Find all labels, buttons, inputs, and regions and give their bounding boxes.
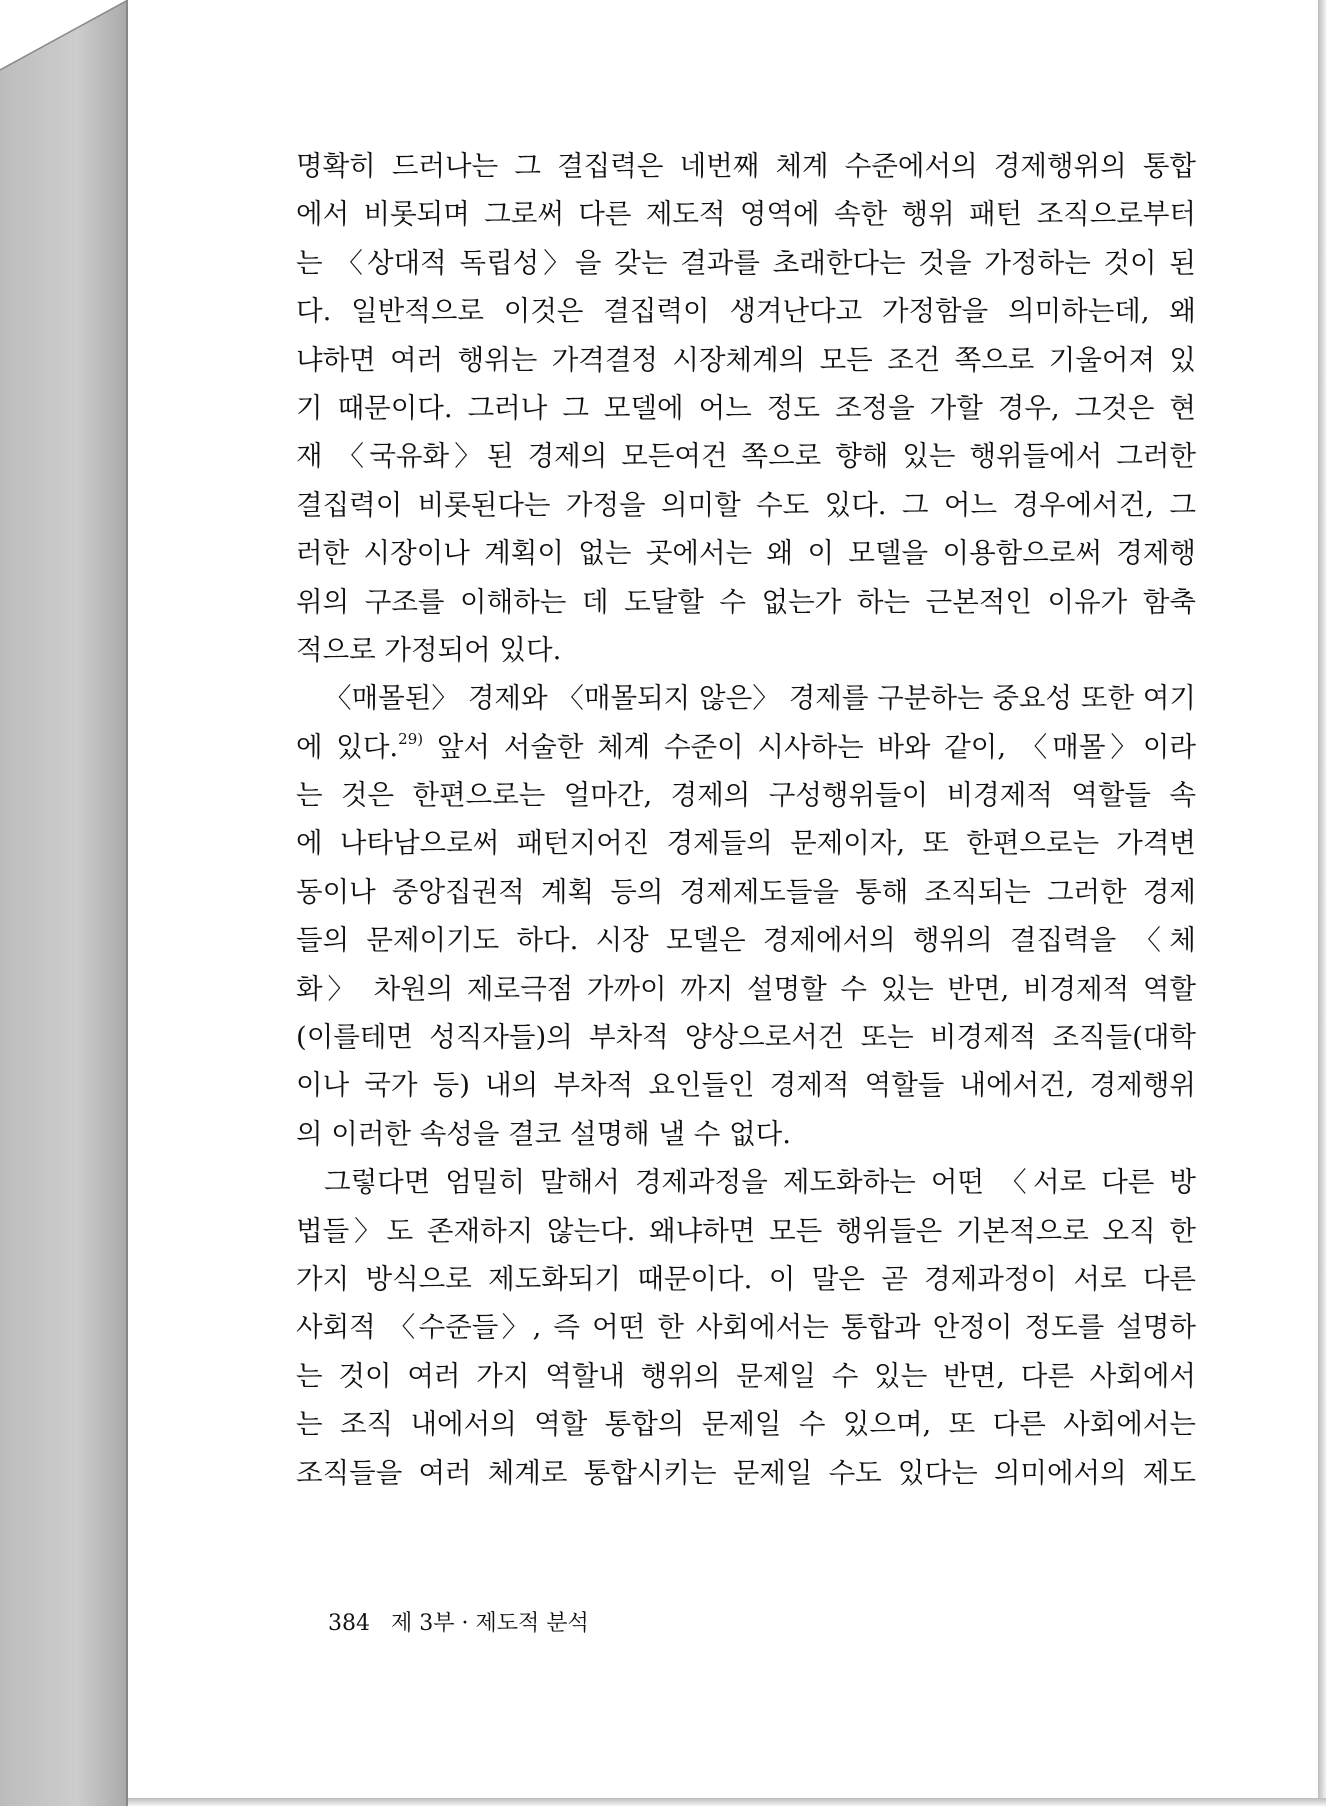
- page-edge-bottom: [128, 1798, 1326, 1806]
- page-edge-right: [1318, 0, 1326, 1806]
- text-line: 조직들을 여러 체계로 통합시키는 문제일 수도 있다는 의미에서의 제도: [296, 1456, 1196, 1489]
- text-line: 명확히 드러나는 그 결집력은 네번째 체계 수준에서의 경제행위의 통합: [296, 150, 1196, 182]
- text-line: 그렇다면 엄밀히 말해서 경제과정을 제도화하는 어떤 〈서로 다른 방: [324, 1166, 1196, 1199]
- text-segment: 에 있다.: [296, 730, 399, 763]
- text-line: (이를테면 성직자들)의 부차적 양상으로서건 또는 비경제적 조직들(대학: [296, 1021, 1196, 1054]
- text-line: 재 〈국유화〉된 경제의 모든여건 쪽으로 향해 있는 행위들에서 그러한: [296, 440, 1196, 473]
- text-line: 〈매몰된〉 경제와 〈매몰되지 않은〉 경제를 구분하는 중요성 또한 여기: [324, 682, 1196, 715]
- text-line: 는 〈상대적 독립성〉을 갖는 결과를 초래한다는 것을 가정하는 것이 된: [296, 246, 1196, 279]
- page-footer: [328, 1606, 589, 1637]
- footnote-ref: 29): [398, 729, 424, 748]
- text-segment: 앞서 서술한 체계 수준이 시사하는 바와 같이, 〈매몰〉이라: [423, 730, 1196, 763]
- text-line: 는 것은 한편으로는 얼마간, 경제의 구성행위들이 비경제적 역할들 속: [296, 779, 1196, 812]
- text-line: 는 것이 여러 가지 역할내 행위의 문제일 수 있는 반면, 다른 사회에서: [296, 1359, 1196, 1392]
- text-line: 동이나 중앙집권적 계획 등의 경제제도들을 통해 조직되는 그러한 경제: [296, 875, 1196, 908]
- text-line: 사회적 〈수준들〉, 즉 어떤 한 사회에서는 통합과 안정이 정도를 설명하: [296, 1311, 1196, 1344]
- page-number: 384: [328, 1611, 370, 1636]
- text-line: 에 나타남으로써 패턴지어진 경제들의 문제이자, 또 한편으로는 가격변: [296, 827, 1196, 860]
- text-line: 위의 구조를 이해하는 데 도달할 수 없는가 하는 근본적인 이유가 함축: [296, 585, 1196, 618]
- text-line: 다. 일반적으로 이것은 결집력이 생겨난다고 가정함을 의미하는데, 왜: [296, 295, 1196, 328]
- text-line: 는 조직 내에서의 역할 통합의 문제일 수 있으며, 또 다른 사회에서는: [296, 1408, 1196, 1441]
- text-line: 법들〉도 존재하지 않는다. 왜냐하면 모든 행위들은 기본적으로 오직 한: [296, 1214, 1196, 1247]
- text-line: 의 이러한 속성을 결코 설명해 낼 수 없다.: [296, 1117, 791, 1150]
- text-line: 에서 비롯되며 그로써 다른 제도적 영역에 속한 행위 패턴 조직으로부터: [296, 198, 1196, 231]
- text-line-with-footnote: [296, 723, 1196, 771]
- text-line: 가지 방식으로 제도화되기 때문이다. 이 말은 곧 경제과정이 서로 다른: [296, 1262, 1196, 1295]
- text-line: 이나 국가 등) 내의 부차적 요인들인 경제적 역할들 내에서건, 경제행위: [296, 1069, 1196, 1102]
- text-line: 러한 시장이나 계획이 없는 곳에서는 왜 이 모델을 이용함으로써 경제행: [296, 537, 1196, 570]
- text-line: 들의 문제이기도 하다. 시장 모델은 경제에서의 행위의 결집력을 〈체: [296, 924, 1196, 957]
- text-line: 결집력이 비롯된다는 가정을 의미할 수도 있다. 그 어느 경우에서건, 그: [296, 488, 1196, 521]
- text-line: 적으로 가정되어 있다.: [296, 633, 562, 666]
- running-head: 제 3부 · 제도적 분석: [391, 1611, 589, 1636]
- text-line: 기 때문이다. 그러나 그 모델에 어느 정도 조정을 가할 경우, 그것은 현: [296, 391, 1196, 424]
- text-line: 냐하면 여러 행위는 가격결정 시장체계의 모든 조건 쪽으로 기울어져 있: [296, 343, 1196, 376]
- book-spine: [0, 0, 130, 1806]
- text-line: 화〉 차원의 제로극점 가까이 까지 설명할 수 있는 반면, 비경제적 역할: [296, 972, 1196, 1005]
- body-text: [296, 142, 1196, 1497]
